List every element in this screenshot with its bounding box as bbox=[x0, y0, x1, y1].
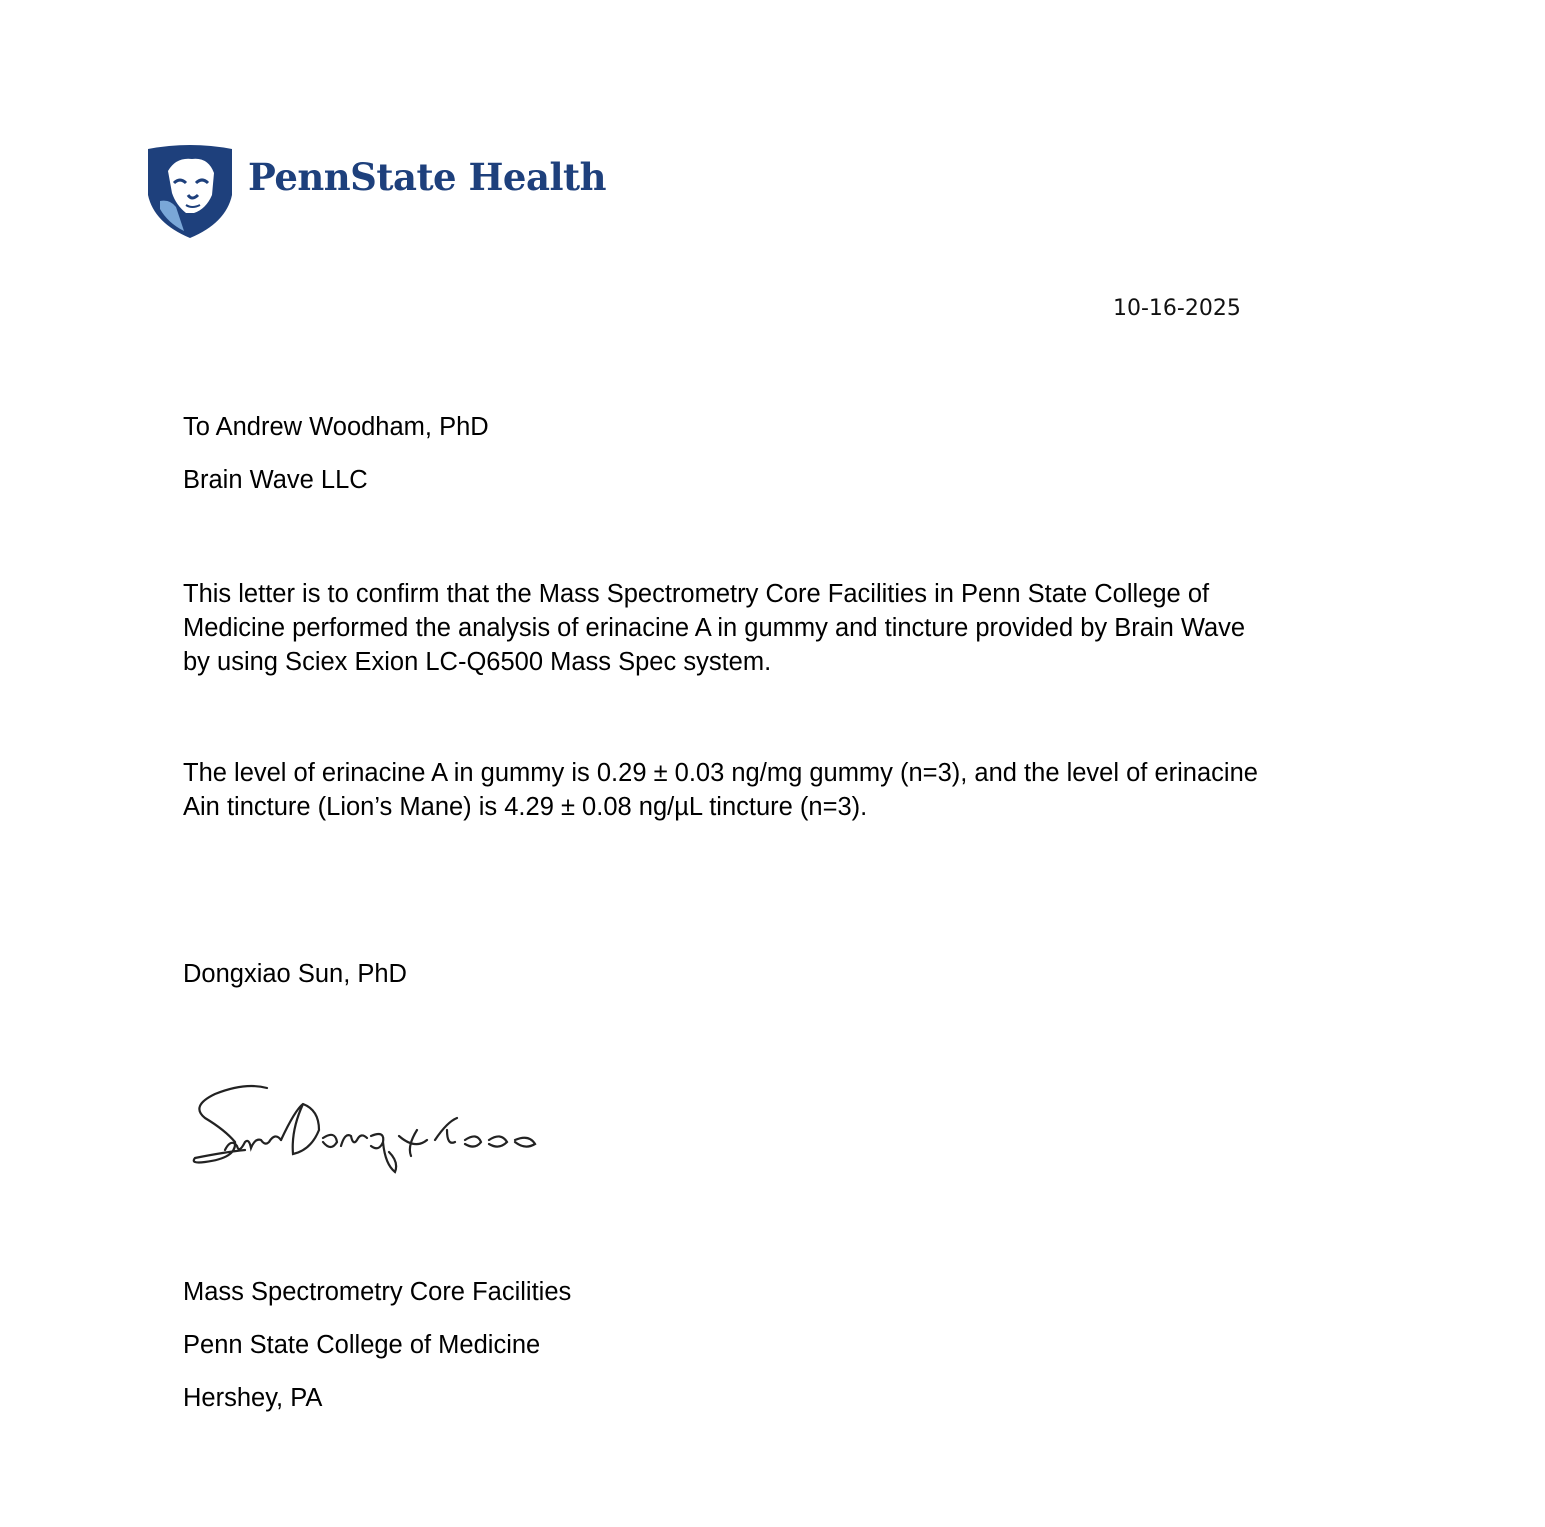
signer-name: Dongxiao Sun, PhD bbox=[183, 960, 407, 988]
footer-location: Hershey, PA bbox=[183, 1384, 323, 1412]
body-paragraph-1 bbox=[183, 577, 1383, 679]
logo-wordmark: PennState Health bbox=[248, 155, 606, 199]
paragraph-line: This letter is to confirm that the Mass Spectrometry Core Facilities in Penn State College of bbox=[183, 580, 1210, 608]
paragraph-line: Medicine performed the analysis of erinacine A in gummy and tincture provided by Brain Wave bbox=[183, 614, 1246, 642]
footer-college: Penn State College of Medicine bbox=[183, 1331, 541, 1359]
paragraph-line: The level of erinacine A in gummy is 0.29 ± 0.03 ng/mg gummy (n=3), and the level of erinacine bbox=[183, 759, 1258, 787]
body-paragraph-2 bbox=[183, 756, 1383, 824]
letter-date: 10-16-2025 bbox=[1113, 296, 1241, 321]
paragraph-line: Ain tincture (Lion’s Mane) is 4.29 ± 0.08 ng/µL tincture (n=3). bbox=[183, 793, 868, 821]
footer-facility: Mass Spectrometry Core Facilities bbox=[183, 1278, 572, 1306]
handwritten-signature bbox=[185, 1080, 545, 1185]
recipient-company: Brain Wave LLC bbox=[183, 466, 368, 494]
nittany-lion-shield-icon bbox=[146, 143, 234, 239]
recipient-name: To Andrew Woodham, PhD bbox=[183, 413, 489, 441]
paragraph-line: by using Sciex Exion LC-Q6500 Mass Spec system. bbox=[183, 648, 772, 676]
penn-state-health-logo bbox=[146, 143, 606, 243]
